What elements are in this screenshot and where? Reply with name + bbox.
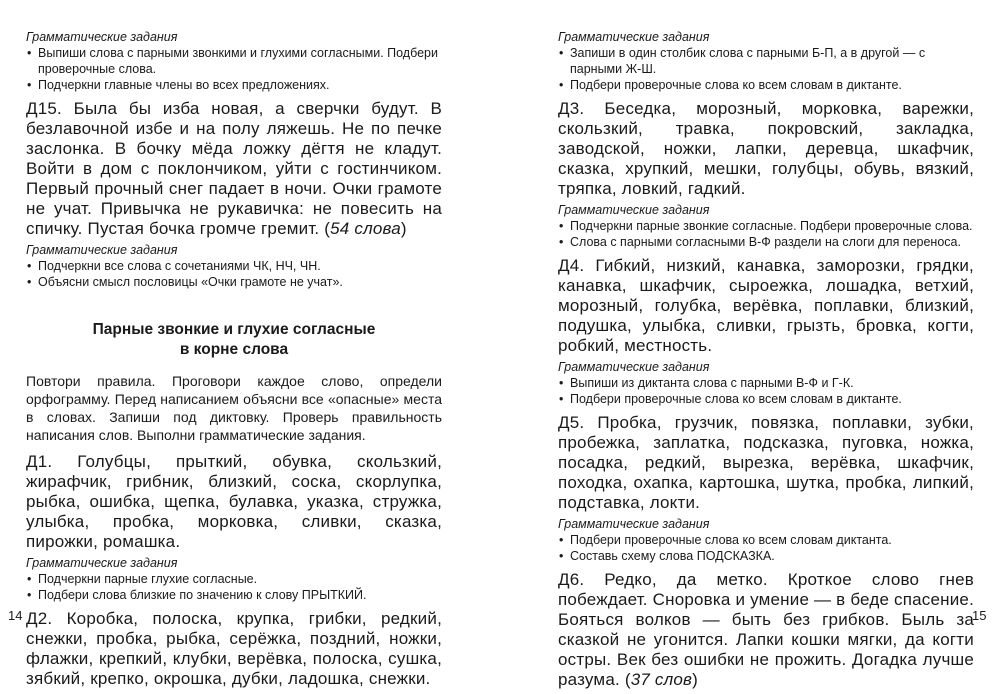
task-item: • Подчеркни парные звонкие согласные. Подбери проверочные слова. [558,218,974,234]
grammar-tasks-heading: Грамматические задания [558,360,710,374]
dictation-text: Д6. Редко, да метко. Кроткое слово гнев побеждает. Сноровка и умение — в беде спасение. Бояться волков — быть без грибков. Быль за сказкой не угонится. Лапки кошки мягки, да когти остры. Век без ошибки не прожить. Догадка лучше разума. ( [558,570,975,689]
task-item: • Выпиши из диктанта слова с парными В-Ф и Г-К. [558,375,974,391]
task-item: • Подбери проверочные слова ко всем словам в диктанте. [558,77,974,93]
dictation-d1: Д1. Голубцы, прыткий, обувка, скользкий, жирафчик, грибник, близкий, соска, скорлупка, рыбка, ошибка, щепка, булавка, указка, стружка, улыбка, пробка, морковка, сливки, сказка, пирожки, ромашка. [26,452,442,551]
grammar-tasks-heading: Грамматические задания [558,517,710,531]
task-item: • Слова с парными согласными В-Ф раздели на слоги для переноса. [558,234,974,250]
dictation-text: Д15. Была бы изба новая, а сверчки будут. В безлавочной избе и на полу ляжешь. Не по печке заслонка. В бочку мёда ложку дёгтя не кладут. Войти в дом с поклончиком, уйти с гостинчиком. Первый прочный снег падает в ночи. Очки грамоте не учат. Привычка не рукавичка: не повесить на спичку. Пустая бочка громче гремит. ( [26,99,442,238]
dictation-d3: Д3. Беседка, морозный, морковка, варежки, скользкий, травка, покровский, закладка, заводской, ножки, лапки, деревца, шкафчик, сказка, хрупкий, мешки, голубцы, обувь, вязкий, тряпка, ловкий, гадкий. [558,99,974,198]
grammar-tasks-list [558,375,974,407]
right-page [558,30,974,694]
task-item: • Подчеркни все слова с сочетаниями ЧК, НЧ, ЧН. [26,258,442,274]
grammar-tasks-heading: Грамматические задания [26,243,178,257]
grammar-tasks-list [558,532,974,564]
task-item: • Составь схему слова ПОДСКАЗКА. [558,548,974,564]
section-title [26,320,442,360]
grammar-tasks-list [26,258,442,290]
task-item: • Подбери слова близкие по значению к слову ПРЫТКИЙ. [26,587,442,603]
word-count: 37 слов [630,670,693,689]
grammar-tasks-list [558,45,974,93]
grammar-tasks-list [26,45,442,93]
task-item: • Объясни смысл пословицы «Очки грамоте не учат». [26,274,442,290]
closing-paren: ) [400,219,407,238]
grammar-tasks-heading: Грамматические задания [26,30,178,44]
dictation-d6 [558,570,974,690]
dictation-d5: Д5. Пробка, грузчик, повязка, поплавки, зубки, пробежка, заплатка, подсказка, пуговка, ножка, посадка, редкий, вырезка, верёвка, шкафчик, походка, охапка, картошка, шутка, пробка, липкий, подставка, локти. [558,413,974,512]
page-number: 14 [8,608,23,623]
dictation-d2: Д2. Коробка, полоска, крупка, грибки, редкий, снежки, пробка, рыбка, серёжка, поздний, ножки, флажки, крепкий, клубки, верёвка, полоска, сушка, зябкий, крепко, окрошка, дубки, ладошка, снежки. [26,609,442,688]
dictation-d4: Д4. Гибкий, низкий, канавка, заморозки, грядки, канавка, шкафчик, сыроежка, лошадка, ветхий, морозный, голубка, верёвка, поплавки, близкий, подушка, улыбка, сливки, грызть, бровка, когти, робкий, местность. [558,256,974,355]
closing-paren: ) [692,670,699,689]
left-page [26,30,442,693]
task-item: • Выпиши слова с парными звонкими и глухими согласными. Подбери проверочные слова. [26,45,442,77]
grammar-tasks-heading: Грамматические задания [558,203,710,217]
task-item: • Подбери проверочные слова ко всем словам в диктанте. [558,391,974,407]
task-item: • Подчеркни парные глухие согласные. [26,571,442,587]
section-title-line: в корне слова [179,341,289,358]
section-title-line: Парные звонкие и глухие согласные [92,321,376,338]
grammar-tasks-heading: Грамматические задания [26,556,178,570]
instructions-paragraph: Повтори правила. Проговори каждое слово, определи орфограмму. Перед написанием объясни все «опасные» места в словах. Запиши под диктовку. Проверь правильность написания слов. Выполни грамматические задания. [26,373,442,443]
grammar-tasks-list [558,218,974,250]
task-item: • Подчеркни главные члены во всех предложениях. [26,77,442,93]
grammar-tasks-list [26,571,442,603]
word-count: 54 слова [330,219,401,238]
task-item: • Запиши в один столбик слова с парными Б-П, а в другой — с парными Ж-Ш. [558,45,974,77]
dictation-d15 [26,99,442,239]
page-number: 15 [972,608,987,623]
task-item: • Подбери проверочные слова ко всем словам диктанта. [558,532,974,548]
grammar-tasks-heading: Грамматические задания [558,30,710,44]
